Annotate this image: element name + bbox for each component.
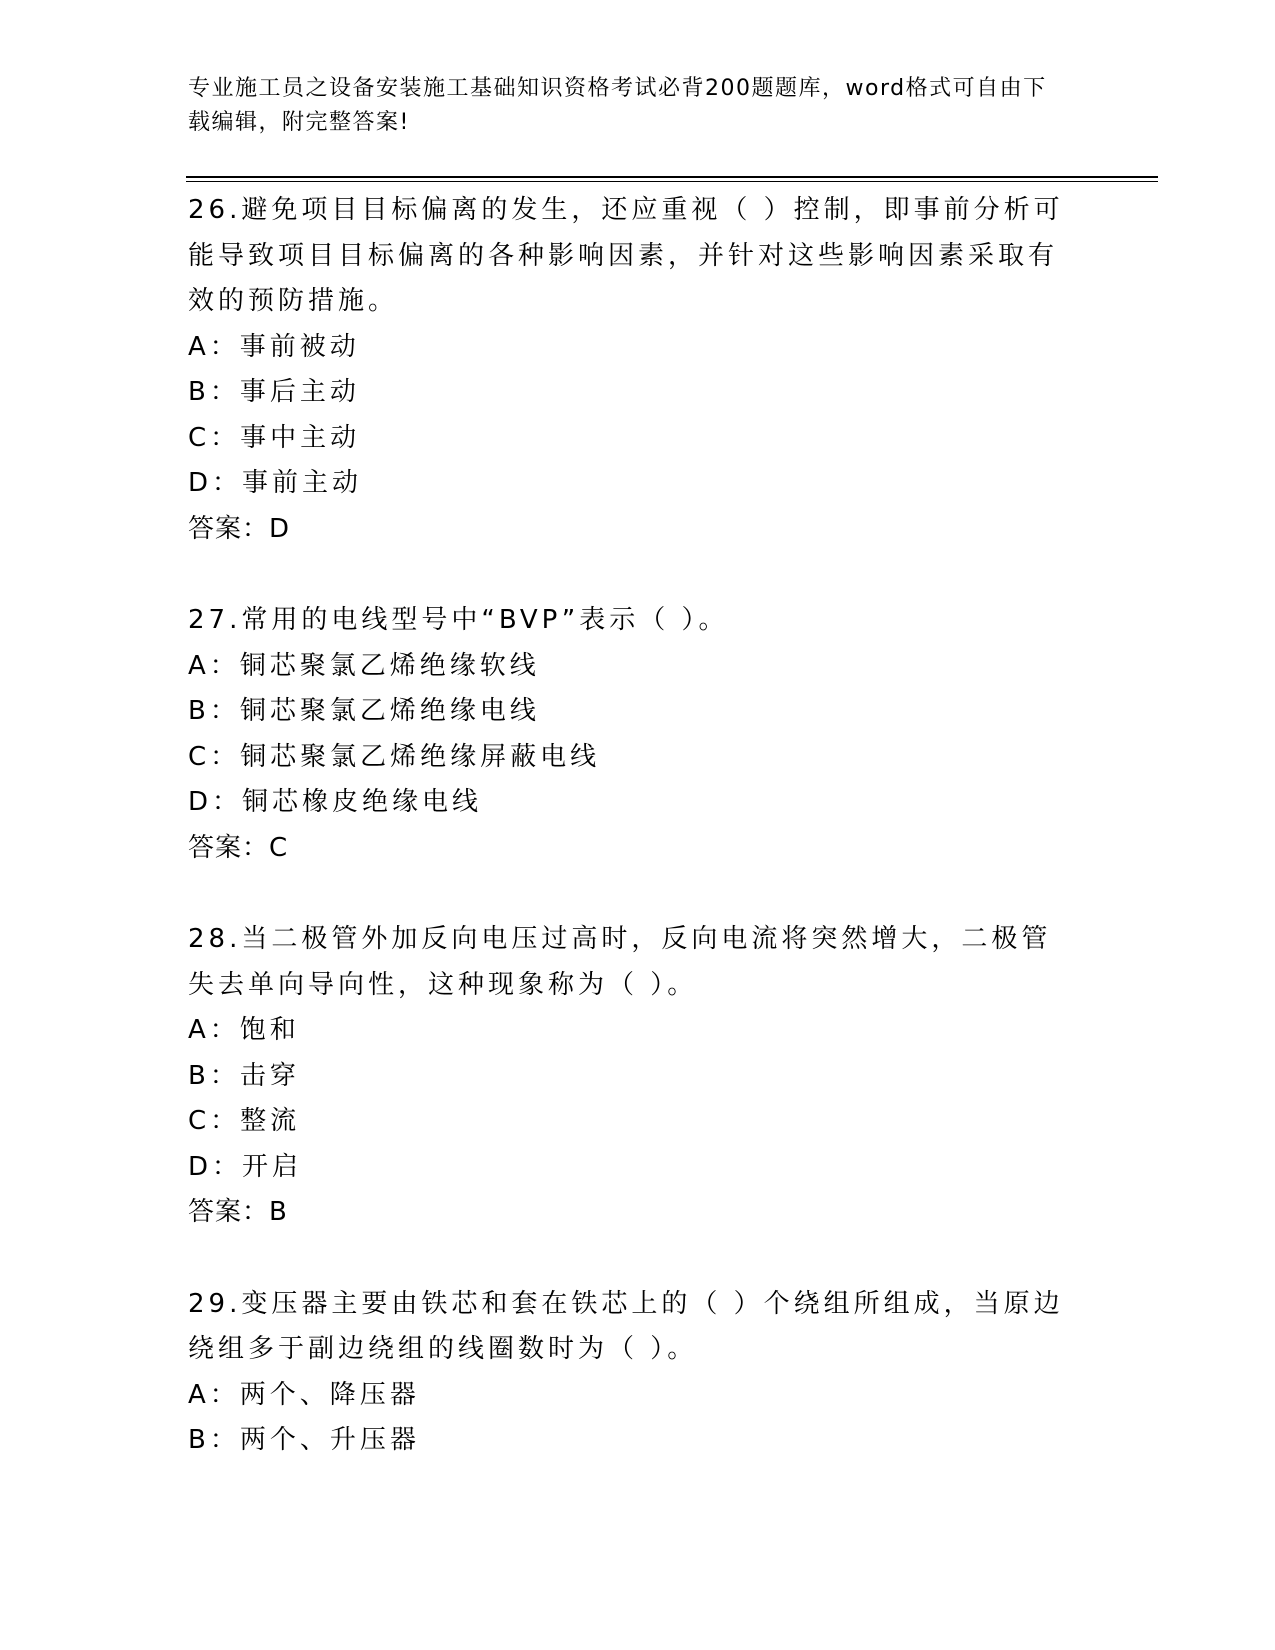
option-a: A：事前被动 [188,331,360,362]
option-b: B：击穿 [188,1060,300,1091]
question-stem: 29.变压器主要由铁芯和套在铁芯上的（ ）个绕组所组成，当原边绕组多于副边绕组的线圈数时为（ ）。 [188,1288,1064,1364]
option-a: A：两个、降压器 [188,1379,420,1410]
option-b: B：两个、升压器 [188,1425,420,1455]
document-header: 专业施工员之设备安装施工基础知识资格考试必背200题题库，word格式可自由下载编辑，附完整答案! [188,76,1047,135]
question-27 [188,598,1088,871]
option-b: B：铜芯聚氯乙烯绝缘电线 [188,696,540,726]
header-rule-thin [186,181,1158,182]
option-c: C：事中主动 [188,422,361,453]
option-a: A：铜芯聚氯乙烯绝缘软线 [188,650,540,681]
answer-text: 答案：C [188,832,289,863]
option-c: C：整流 [188,1106,301,1136]
question-stem: 27.常用的电线型号中“BVP”表示（ ）。 [188,605,729,635]
question-stem: 26.避免项目目标偏离的发生，还应重视（ ）控制，即事前分析可能导致项目目标偏离的各种影响因素，并针对这些影响因素采取有效的预防措施。 [188,195,1064,316]
option-b: B：事后主动 [188,377,360,407]
option-a: A：饱和 [188,1015,300,1045]
question-29 [188,1282,1088,1464]
answer-text: 答案：D [188,513,291,544]
header-rule-thick [186,176,1158,178]
answer-text: 答案：B [188,1197,288,1227]
question-28 [188,917,1088,1236]
option-d: D：铜芯橡皮绝缘电线 [188,787,483,817]
option-d: D：开启 [188,1151,303,1182]
option-c: C：铜芯聚氯乙烯绝缘屏蔽电线 [188,741,601,772]
question-list [188,188,1088,1510]
question-stem: 28.当二极管外加反向电压过高时，反向电流将突然增大，二极管失去单向导向性，这种现象称为（ ）。 [188,924,1052,1000]
option-d: D：事前主动 [188,468,363,498]
question-26 [188,188,1088,552]
